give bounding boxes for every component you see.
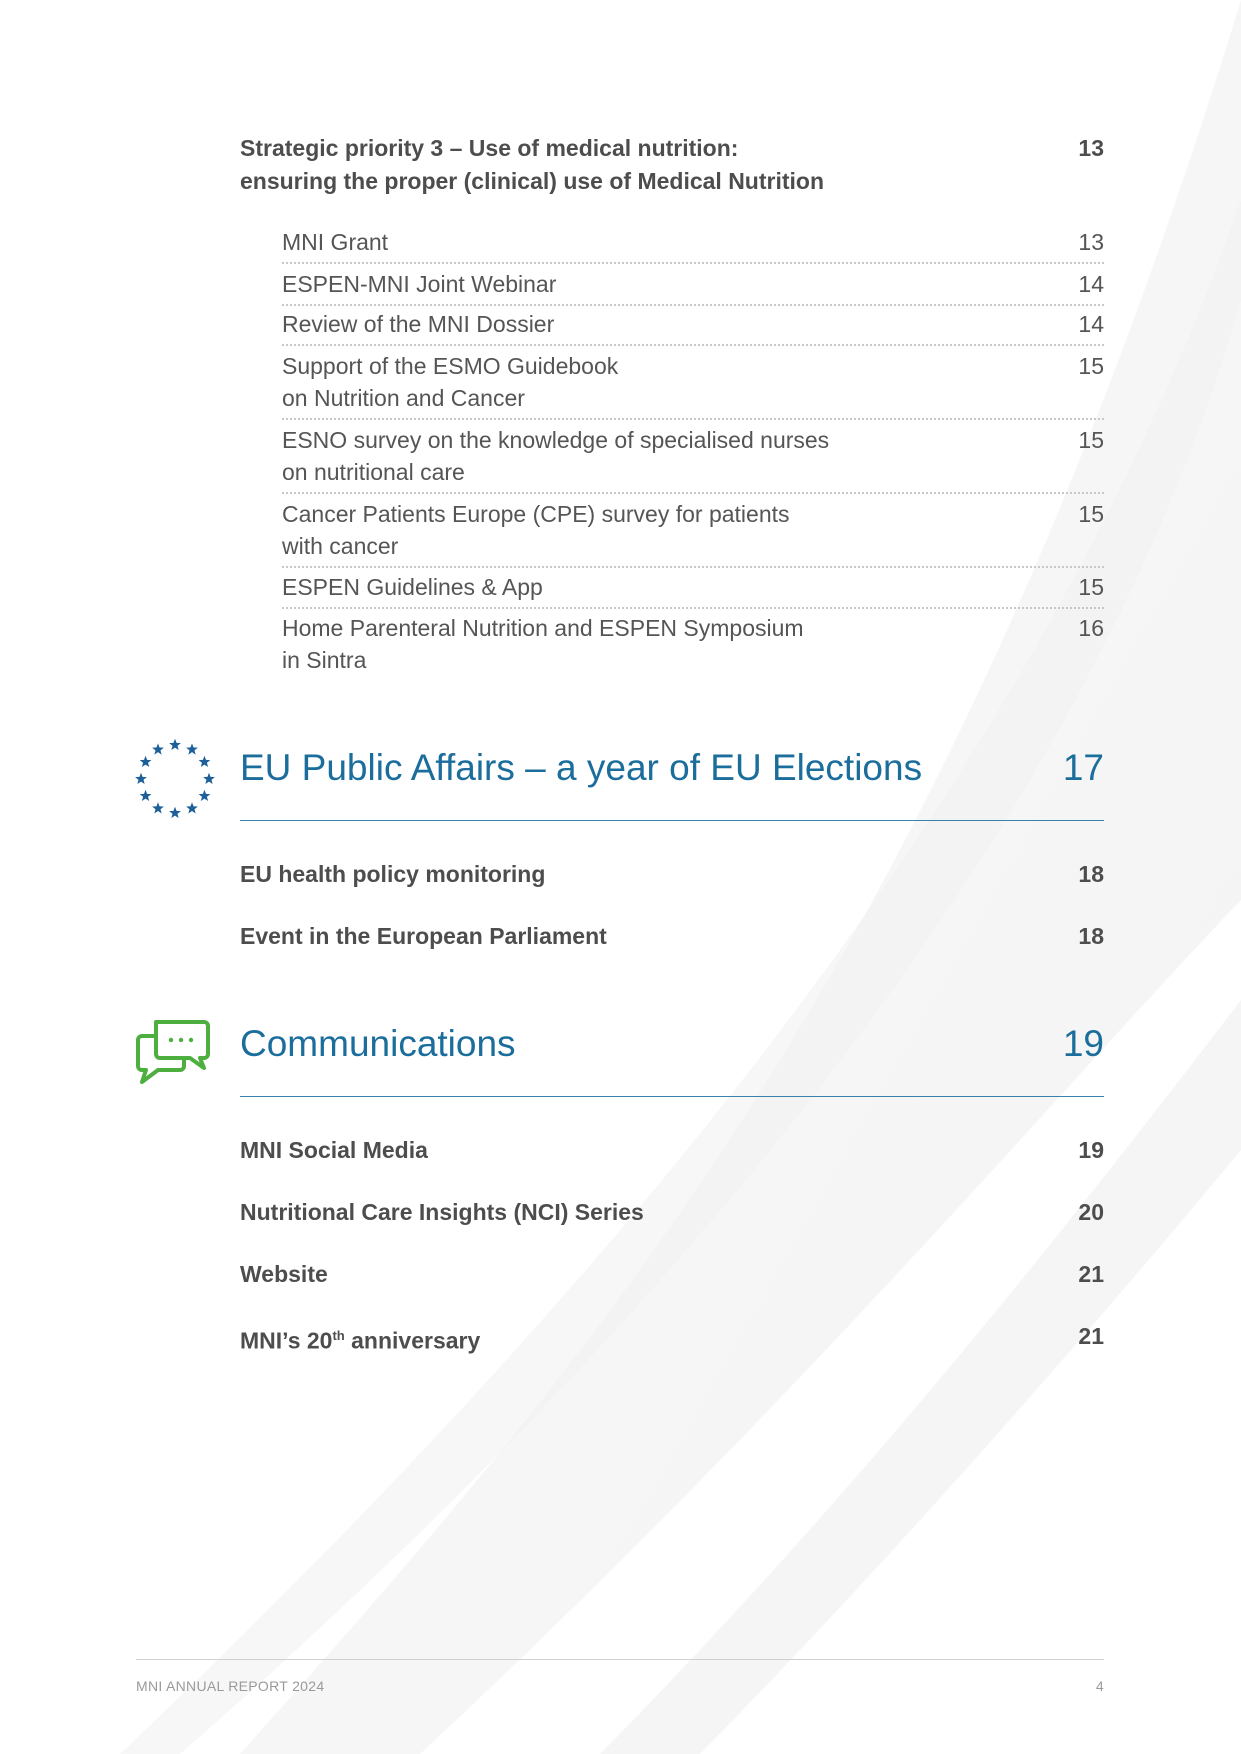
toc-strategic-priority[interactable] [240, 132, 1104, 198]
eu-star [169, 739, 181, 750]
toc-sub-entry-title: ESPEN Guidelines & App [282, 574, 543, 600]
toc-sub-entry[interactable] [282, 226, 1104, 264]
eu-star [186, 802, 198, 813]
toc-sub-entry-title: Cancer Patients Europe (CPE) survey for patients [282, 501, 790, 527]
eu-star [140, 790, 152, 801]
toc-sub-entry-page: 15 [1078, 353, 1104, 379]
eu-star [140, 756, 152, 767]
toc-sub-entry-title-cont: on nutritional care [282, 459, 465, 485]
toc-sub-entry[interactable] [282, 424, 1104, 494]
toc-sub-entry-page: 13 [1078, 229, 1104, 255]
toc-sub-entry-title: Support of the ESMO Guidebook [282, 353, 619, 379]
toc-entry[interactable] [240, 1196, 1104, 1228]
speech-bubbles-icon [134, 1018, 212, 1086]
toc-sub-entry-title: Home Parenteral Nutrition and ESPEN Symposium [282, 615, 804, 641]
section-divider [240, 1096, 1104, 1097]
toc-sub-entry[interactable] [282, 571, 1104, 609]
toc-entry[interactable] [240, 1258, 1104, 1290]
toc-sub-entry-page: 16 [1078, 615, 1104, 641]
toc-sub-entry-page: 14 [1078, 311, 1104, 337]
strategic-priority-title-line1: Strategic priority 3 – Use of medical nutrition: [240, 135, 739, 161]
toc-entry[interactable] [240, 1320, 1104, 1357]
strategic-priority-title-line2: ensuring the proper (clinical) use of Medical Nutrition [240, 168, 825, 194]
eu-star [135, 773, 147, 784]
toc-entry-title: Event in the European Parliament [240, 923, 607, 949]
strategic-priority-title [240, 132, 920, 198]
toc-sub-entry[interactable] [282, 498, 1104, 568]
section-title-eu-public-affairs[interactable] [240, 746, 1104, 790]
eu-star [199, 756, 211, 767]
toc-sub-entry[interactable] [282, 268, 1104, 306]
section-title-text: EU Public Affairs – a year of EU Elections [240, 747, 923, 788]
toc-sub-entry[interactable] [282, 350, 1104, 420]
ordinal-suffix: th [332, 1328, 345, 1343]
toc-sub-entry-title: ESPEN-MNI Joint Webinar [282, 271, 557, 297]
toc-sub-entry-page: 15 [1078, 427, 1104, 453]
toc-entry[interactable] [240, 920, 1104, 952]
toc-sub-entry-page: 15 [1078, 501, 1104, 527]
eu-star [203, 773, 215, 784]
section-page: 19 [1062, 1023, 1104, 1064]
footer-report-title: MNI ANNUAL REPORT 2024 [136, 1678, 325, 1694]
eu-star [186, 743, 198, 754]
toc-entry-page: 21 [1078, 1261, 1104, 1287]
toc-sub-entry[interactable] [282, 612, 1104, 680]
footer-divider [136, 1659, 1104, 1660]
toc-sub-entry-title: Review of the MNI Dossier [282, 311, 555, 337]
toc-sub-entry[interactable] [282, 308, 1104, 346]
toc-sub-entry-title-cont: with cancer [282, 533, 399, 559]
toc-sub-entry-page: 15 [1078, 574, 1104, 600]
footer-page-number: 4 [1095, 1678, 1104, 1694]
toc-entry-title: EU health policy monitoring [240, 861, 546, 887]
toc-entry-title [240, 1320, 480, 1357]
toc-entry-title-main: MNI’s 20 [240, 1327, 333, 1354]
toc-entry-page: 19 [1078, 1137, 1104, 1163]
section-title-text: Communications [240, 1023, 516, 1064]
toc-entry-title: Website [240, 1261, 328, 1287]
toc-entry-title: Nutritional Care Insights (NCI) Series [240, 1199, 644, 1225]
toc-entry[interactable] [240, 858, 1104, 890]
toc-sub-entry-title-cont: in Sintra [282, 647, 367, 673]
strategic-priority-page: 13 [1078, 135, 1104, 161]
eu-star [152, 802, 164, 813]
page-footer [136, 1678, 1104, 1694]
eu-star [199, 790, 211, 801]
toc-sub-entry-title: MNI Grant [282, 229, 389, 255]
toc-entry-page: 21 [1078, 1323, 1104, 1349]
eu-star [169, 807, 181, 818]
toc-entry[interactable] [240, 1134, 1104, 1166]
toc-entry-page: 20 [1078, 1199, 1104, 1225]
eu-stars-icon [134, 738, 216, 820]
section-divider [240, 820, 1104, 821]
section-page: 17 [1062, 747, 1104, 788]
toc-entry-page: 18 [1078, 861, 1104, 887]
toc-sub-entry-page: 14 [1078, 271, 1104, 297]
section-title-communications[interactable] [240, 1022, 1104, 1066]
toc-entry-title-tail: anniversary [344, 1327, 481, 1354]
toc-sub-entry-title-cont: on Nutrition and Cancer [282, 385, 525, 411]
toc-entry-title: MNI Social Media [240, 1137, 428, 1163]
eu-star [152, 743, 164, 754]
toc-entry-page: 18 [1078, 923, 1104, 949]
toc-sub-entry-title: ESNO survey on the knowledge of specialised nurses [282, 427, 830, 453]
